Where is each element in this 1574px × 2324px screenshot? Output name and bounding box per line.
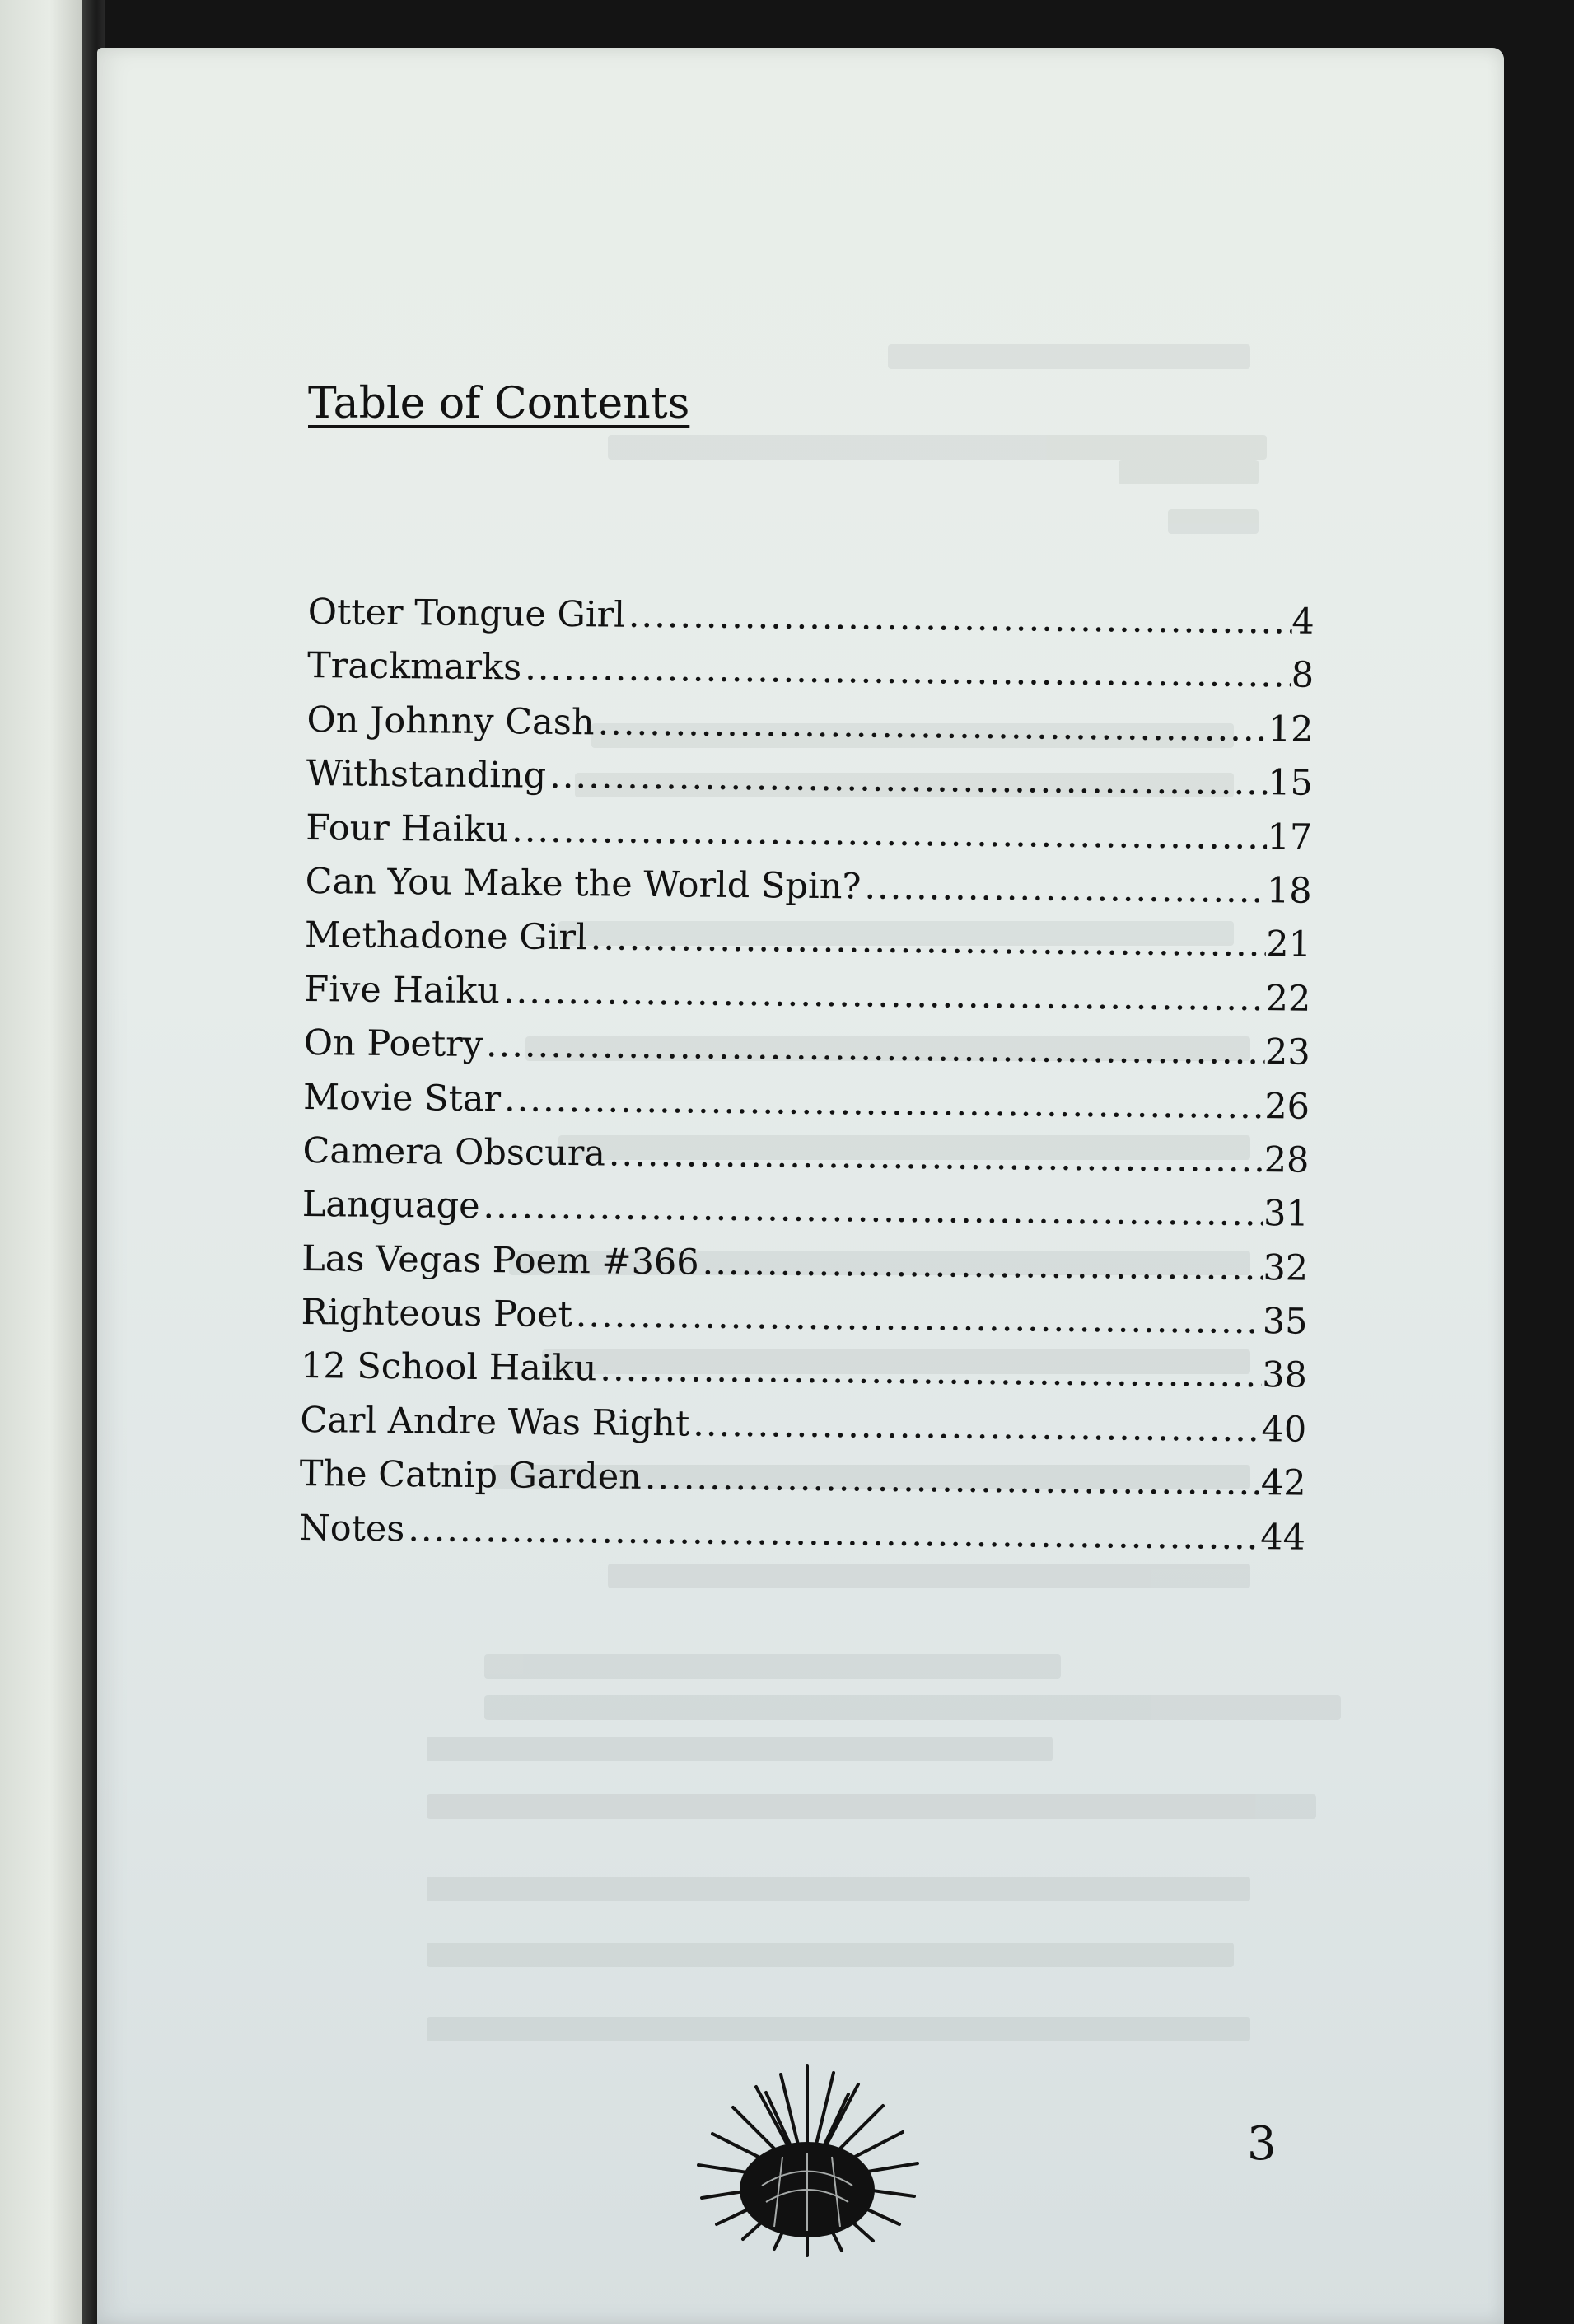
page-number: 3	[1247, 2117, 1277, 2171]
entry-page-number: 22	[1265, 977, 1311, 1020]
dot-leader	[546, 755, 1268, 803]
entry-page-number: 40	[1261, 1409, 1307, 1451]
entry-title: 12 School Haiku	[300, 1345, 597, 1390]
entry-title: Four Haiku	[306, 807, 509, 850]
entry-title: Methadone Girl	[304, 914, 587, 959]
toc-entry	[300, 1400, 1307, 1463]
dot-leader	[501, 1078, 1265, 1127]
dot-leader	[483, 1024, 1265, 1073]
entry-title: On Poetry	[303, 1022, 483, 1066]
entry-page-number: 21	[1265, 924, 1312, 966]
toc-entry	[301, 1184, 1309, 1247]
entry-page-number: 26	[1264, 1085, 1310, 1128]
dot-leader	[404, 1508, 1260, 1558]
entry-title: Withstanding	[306, 753, 547, 797]
entry-page-number: 38	[1261, 1354, 1308, 1397]
entry-title: Notes	[298, 1507, 405, 1550]
dot-leader	[689, 1403, 1262, 1450]
dot-leader	[605, 1133, 1264, 1181]
entry-page-number: 17	[1267, 816, 1313, 858]
dot-leader	[594, 702, 1268, 750]
toc-entry	[307, 592, 1315, 655]
entry-page-number: 28	[1263, 1139, 1310, 1181]
entry-title: Movie Star	[302, 1076, 502, 1120]
toc-entry	[299, 1453, 1306, 1517]
toc-entry	[303, 1076, 1310, 1139]
toc-entry	[301, 1345, 1308, 1409]
toc-entry	[305, 861, 1312, 924]
entry-page-number: 23	[1264, 1031, 1310, 1073]
toc-entry	[302, 1130, 1310, 1194]
toc-entry	[301, 1238, 1309, 1302]
entry-title: Five Haiku	[304, 968, 501, 1012]
entry-title: The Catnip Garden	[299, 1453, 642, 1499]
entry-title: Language	[301, 1184, 480, 1227]
toc-entry	[303, 1022, 1310, 1086]
entry-title: Carl Andre Was Right	[300, 1399, 690, 1445]
toc-entry	[307, 645, 1315, 708]
dot-leader	[861, 866, 1267, 911]
entry-page-number: 35	[1262, 1301, 1308, 1343]
entry-title: Las Vegas Poem #366	[301, 1237, 699, 1284]
entry-title: Camera Obscura	[302, 1129, 606, 1175]
toc-entry	[306, 699, 1314, 763]
entry-page-number: 32	[1263, 1246, 1309, 1289]
dot-leader	[596, 1349, 1262, 1396]
toc-entry	[306, 753, 1313, 816]
dot-leader	[642, 1457, 1262, 1503]
contents-page	[97, 48, 1504, 2324]
entry-title: Can You Make the World Spin?	[305, 860, 862, 908]
entry-page-number: 18	[1266, 870, 1312, 912]
entry-title: Otter Tongue Girl	[307, 592, 626, 636]
entry-title: On Johnny Cash	[306, 699, 595, 744]
toc-entry	[305, 914, 1312, 978]
entry-page-number: 31	[1263, 1193, 1310, 1235]
toc-entry	[299, 1508, 1306, 1571]
dot-leader	[479, 1185, 1263, 1234]
dot-leader	[586, 918, 1266, 966]
entry-page-number: 12	[1268, 708, 1314, 751]
entry-page-number: 4	[1291, 601, 1315, 643]
sea-urchin-icon	[684, 2041, 931, 2264]
entry-page-number: 8	[1291, 654, 1315, 697]
dot-leader	[572, 1294, 1263, 1342]
dot-leader	[521, 648, 1291, 696]
toc-entry	[306, 807, 1313, 871]
dot-leader	[698, 1241, 1263, 1288]
entry-title: Trackmarks	[306, 645, 522, 689]
toc-list	[299, 592, 1315, 1571]
toc-entry	[304, 969, 1311, 1032]
dot-leader	[508, 809, 1268, 858]
entry-title: Righteous Poet	[301, 1292, 573, 1336]
entry-page-number: 15	[1267, 762, 1314, 804]
entry-page-number: 44	[1260, 1516, 1306, 1559]
toc-entry	[301, 1292, 1308, 1355]
entry-page-number: 42	[1260, 1462, 1306, 1504]
page-title: Table of Contents	[308, 379, 690, 428]
facing-page-edge	[0, 0, 91, 2324]
dot-leader	[625, 595, 1292, 643]
dot-leader	[500, 970, 1266, 1019]
